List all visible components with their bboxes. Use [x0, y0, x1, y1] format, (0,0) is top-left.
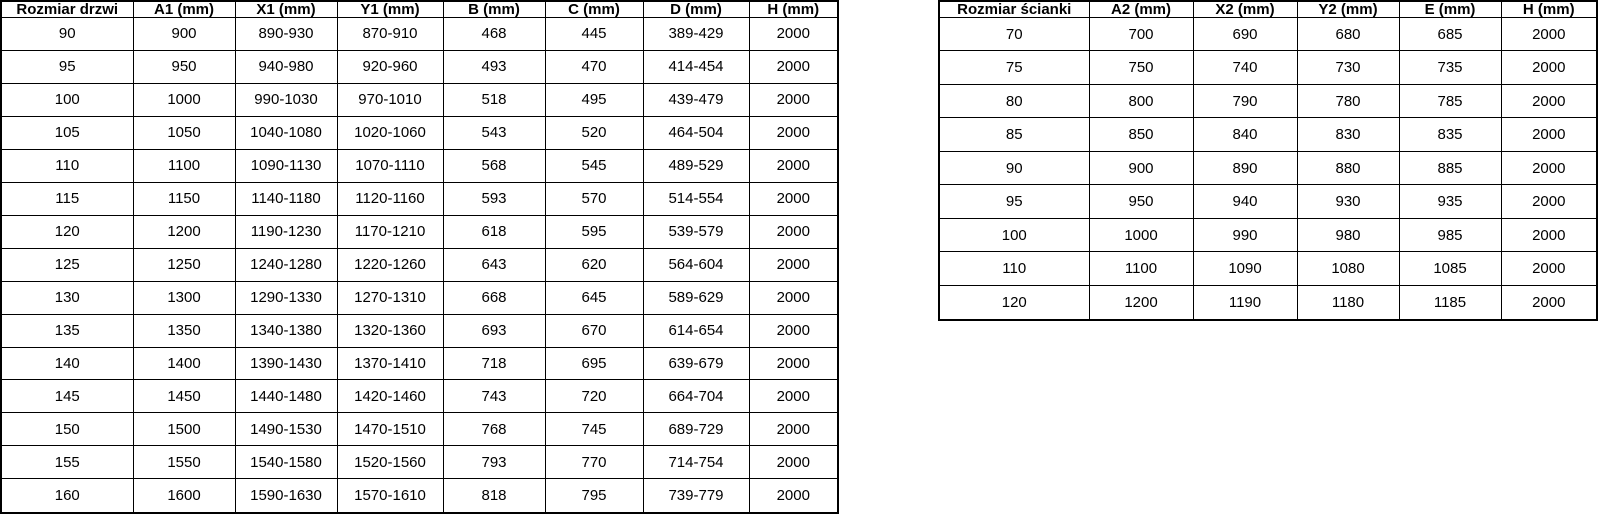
table-cell: 1085 — [1399, 252, 1501, 285]
table-cell: 743 — [443, 380, 545, 413]
table-cell: 1000 — [1089, 218, 1193, 251]
table-cell: 1470-1510 — [337, 413, 443, 446]
table-cell: 2000 — [749, 182, 838, 215]
table-cell: 885 — [1399, 151, 1501, 184]
table-cell: 1090-1130 — [235, 149, 337, 182]
table-cell: 568 — [443, 149, 545, 182]
table-cell: 1250 — [133, 248, 235, 281]
column-header: C (mm) — [545, 1, 643, 18]
column-header: Rozmiar ścianki — [939, 1, 1089, 18]
header-row — [939, 1, 1597, 18]
table-cell: 1080 — [1297, 252, 1399, 285]
table-cell: 935 — [1399, 185, 1501, 218]
table-cell: 120 — [939, 285, 1089, 320]
table-cell: 2000 — [749, 314, 838, 347]
table-cell: 680 — [1297, 18, 1399, 51]
table-cell: 155 — [1, 446, 133, 479]
table-cell: 493 — [443, 50, 545, 83]
table-cell: 445 — [545, 18, 643, 51]
table-cell: 620 — [545, 248, 643, 281]
table-cell: 1140-1180 — [235, 182, 337, 215]
table-cell: 1600 — [133, 479, 235, 513]
table-cell: 643 — [443, 248, 545, 281]
column-header: X2 (mm) — [1193, 1, 1297, 18]
table-cell: 890-930 — [235, 18, 337, 51]
table-cell: 1040-1080 — [235, 116, 337, 149]
table-cell: 1550 — [133, 446, 235, 479]
table-cell: 100 — [1, 83, 133, 116]
table-cell: 840 — [1193, 118, 1297, 151]
column-header: Y2 (mm) — [1297, 1, 1399, 18]
table-cell: 564-604 — [643, 248, 749, 281]
table-cell: 2000 — [1501, 51, 1597, 84]
table-cell: 1370-1410 — [337, 347, 443, 380]
table-cell: 125 — [1, 248, 133, 281]
table-cell: 140 — [1, 347, 133, 380]
table-cell: 900 — [1089, 151, 1193, 184]
table-cell: 830 — [1297, 118, 1399, 151]
table-cell: 1270-1310 — [337, 281, 443, 314]
table-cell: 1590-1630 — [235, 479, 337, 513]
table-cell: 639-679 — [643, 347, 749, 380]
table-cell: 1170-1210 — [337, 215, 443, 248]
table-cell: 780 — [1297, 84, 1399, 117]
table-cell: 1070-1110 — [337, 149, 443, 182]
table-cell: 495 — [545, 83, 643, 116]
table-cell: 150 — [1, 413, 133, 446]
table-cell: 2000 — [1501, 252, 1597, 285]
table-cell: 950 — [1089, 185, 1193, 218]
table-cell: 818 — [443, 479, 545, 513]
table-cell: 720 — [545, 380, 643, 413]
table-cell: 1190 — [1193, 285, 1297, 320]
table-cell: 2000 — [749, 347, 838, 380]
table-cell: 2000 — [749, 248, 838, 281]
table-cell: 90 — [939, 151, 1089, 184]
table-row — [1, 116, 838, 149]
table-cell: 518 — [443, 83, 545, 116]
table-cell: 439-479 — [643, 83, 749, 116]
table-cell: 1490-1530 — [235, 413, 337, 446]
table-cell: 470 — [545, 50, 643, 83]
table-cell: 2000 — [749, 83, 838, 116]
table-cell: 795 — [545, 479, 643, 513]
table-cell: 920-960 — [337, 50, 443, 83]
table-cell: 543 — [443, 116, 545, 149]
table-row — [939, 18, 1597, 51]
table-cell: 1290-1330 — [235, 281, 337, 314]
table-cell: 145 — [1, 380, 133, 413]
column-header: Y1 (mm) — [337, 1, 443, 18]
table-cell: 1440-1480 — [235, 380, 337, 413]
table-cell: 690 — [1193, 18, 1297, 51]
table-cell: 1450 — [133, 380, 235, 413]
table-row — [1, 248, 838, 281]
table-cell: 593 — [443, 182, 545, 215]
table-cell: 1020-1060 — [337, 116, 443, 149]
table-cell: 2000 — [749, 479, 838, 513]
column-header: D (mm) — [643, 1, 749, 18]
table-cell: 990-1030 — [235, 83, 337, 116]
table-cell: 970-1010 — [337, 83, 443, 116]
table-cell: 870-910 — [337, 18, 443, 51]
table-cell: 1520-1560 — [337, 446, 443, 479]
table-cell: 1150 — [133, 182, 235, 215]
table-cell: 520 — [545, 116, 643, 149]
table-cell: 464-504 — [643, 116, 749, 149]
table-row — [1, 446, 838, 479]
table-cell: 1500 — [133, 413, 235, 446]
table-cell: 110 — [939, 252, 1089, 285]
table-cell: 714-754 — [643, 446, 749, 479]
table-cell: 389-429 — [643, 18, 749, 51]
table-cell: 2000 — [749, 413, 838, 446]
column-header: Rozmiar drzwi — [1, 1, 133, 18]
table-cell: 2000 — [749, 215, 838, 248]
table-cell: 618 — [443, 215, 545, 248]
table-cell: 539-579 — [643, 215, 749, 248]
table-cell: 2000 — [749, 116, 838, 149]
table-cell: 730 — [1297, 51, 1399, 84]
table-cell: 718 — [443, 347, 545, 380]
table-row — [1, 18, 838, 51]
table-cell: 100 — [939, 218, 1089, 251]
table-cell: 880 — [1297, 151, 1399, 184]
table-row — [1, 50, 838, 83]
table-cell: 695 — [545, 347, 643, 380]
table-cell: 570 — [545, 182, 643, 215]
header-row — [1, 1, 838, 18]
column-header: A1 (mm) — [133, 1, 235, 18]
column-header: H (mm) — [749, 1, 838, 18]
table-cell: 1000 — [133, 83, 235, 116]
table-cell: 1400 — [133, 347, 235, 380]
table-cell: 670 — [545, 314, 643, 347]
table-cell: 1300 — [133, 281, 235, 314]
table-cell: 1190-1230 — [235, 215, 337, 248]
table-cell: 1090 — [1193, 252, 1297, 285]
table-cell: 1185 — [1399, 285, 1501, 320]
table-cell: 2000 — [1501, 18, 1597, 51]
table-cell: 105 — [1, 116, 133, 149]
table-cell: 745 — [545, 413, 643, 446]
table-cell: 900 — [133, 18, 235, 51]
table-cell: 468 — [443, 18, 545, 51]
table-cell: 664-704 — [643, 380, 749, 413]
table-row — [939, 118, 1597, 151]
table-cell: 793 — [443, 446, 545, 479]
table-cell: 700 — [1089, 18, 1193, 51]
table-cell: 739-779 — [643, 479, 749, 513]
column-header: X1 (mm) — [235, 1, 337, 18]
table-cell: 689-729 — [643, 413, 749, 446]
table-cell: 1200 — [133, 215, 235, 248]
table-cell: 115 — [1, 182, 133, 215]
table-cell: 489-529 — [643, 149, 749, 182]
table-cell: 135 — [1, 314, 133, 347]
table-cell: 2000 — [749, 446, 838, 479]
table-cell: 2000 — [749, 380, 838, 413]
table-cell: 930 — [1297, 185, 1399, 218]
column-header: B (mm) — [443, 1, 545, 18]
table-cell: 1120-1160 — [337, 182, 443, 215]
table-cell: 1200 — [1089, 285, 1193, 320]
table-cell: 514-554 — [643, 182, 749, 215]
table-cell: 735 — [1399, 51, 1501, 84]
table-cell: 90 — [1, 18, 133, 51]
table-cell: 980 — [1297, 218, 1399, 251]
table-cell: 1180 — [1297, 285, 1399, 320]
table-cell: 545 — [545, 149, 643, 182]
table-cell: 645 — [545, 281, 643, 314]
table-cell: 668 — [443, 281, 545, 314]
table-row — [1, 380, 838, 413]
table-cell: 750 — [1089, 51, 1193, 84]
table-cell: 2000 — [1501, 218, 1597, 251]
table-cell: 160 — [1, 479, 133, 513]
table-row — [1, 479, 838, 513]
table-row — [1, 182, 838, 215]
table-cell: 1340-1380 — [235, 314, 337, 347]
table-cell: 1050 — [133, 116, 235, 149]
table-row — [1, 347, 838, 380]
table-cell: 130 — [1, 281, 133, 314]
table-row — [939, 252, 1597, 285]
column-header: E (mm) — [1399, 1, 1501, 18]
table-cell: 693 — [443, 314, 545, 347]
table-cell: 990 — [1193, 218, 1297, 251]
column-header: A2 (mm) — [1089, 1, 1193, 18]
table-row — [939, 151, 1597, 184]
table-row — [1, 413, 838, 446]
table-cell: 850 — [1089, 118, 1193, 151]
table-cell: 940 — [1193, 185, 1297, 218]
table-cell: 2000 — [1501, 84, 1597, 117]
table-cell: 80 — [939, 84, 1089, 117]
table-cell: 70 — [939, 18, 1089, 51]
table-cell: 835 — [1399, 118, 1501, 151]
table-row — [939, 285, 1597, 320]
table-row — [1, 83, 838, 116]
table-cell: 1220-1260 — [337, 248, 443, 281]
table-cell: 589-629 — [643, 281, 749, 314]
table-row — [939, 51, 1597, 84]
table-cell: 2000 — [749, 149, 838, 182]
table-cell: 1540-1580 — [235, 446, 337, 479]
table-cell: 1100 — [133, 149, 235, 182]
table-cell: 2000 — [749, 18, 838, 51]
table-cell: 614-654 — [643, 314, 749, 347]
table-row — [1, 215, 838, 248]
table-cell: 595 — [545, 215, 643, 248]
table-cell: 790 — [1193, 84, 1297, 117]
table-cell: 85 — [939, 118, 1089, 151]
table-row — [939, 218, 1597, 251]
table-row — [1, 314, 838, 347]
wall-size-table — [938, 0, 1598, 321]
table-cell: 1390-1430 — [235, 347, 337, 380]
table-cell: 1320-1360 — [337, 314, 443, 347]
table-cell: 95 — [1, 50, 133, 83]
table-cell: 740 — [1193, 51, 1297, 84]
table-cell: 768 — [443, 413, 545, 446]
table-cell: 1240-1280 — [235, 248, 337, 281]
table-cell: 2000 — [749, 50, 838, 83]
table-row — [939, 84, 1597, 117]
table-cell: 1420-1460 — [337, 380, 443, 413]
table-cell: 2000 — [1501, 118, 1597, 151]
table-cell: 414-454 — [643, 50, 749, 83]
table-cell: 685 — [1399, 18, 1501, 51]
table-cell: 1350 — [133, 314, 235, 347]
table-cell: 75 — [939, 51, 1089, 84]
table-cell: 1570-1610 — [337, 479, 443, 513]
table-cell: 2000 — [1501, 185, 1597, 218]
table-cell: 785 — [1399, 84, 1501, 117]
table-cell: 1100 — [1089, 252, 1193, 285]
table-row — [939, 185, 1597, 218]
table-cell: 940-980 — [235, 50, 337, 83]
table-cell: 800 — [1089, 84, 1193, 117]
table-row — [1, 281, 838, 314]
table-cell: 985 — [1399, 218, 1501, 251]
table-cell: 890 — [1193, 151, 1297, 184]
table-row — [1, 149, 838, 182]
table-cell: 110 — [1, 149, 133, 182]
table-cell: 2000 — [749, 281, 838, 314]
table-cell: 2000 — [1501, 285, 1597, 320]
table-cell: 950 — [133, 50, 235, 83]
table-cell: 120 — [1, 215, 133, 248]
table-cell: 770 — [545, 446, 643, 479]
table-cell: 95 — [939, 185, 1089, 218]
column-header: H (mm) — [1501, 1, 1597, 18]
table-cell: 2000 — [1501, 151, 1597, 184]
